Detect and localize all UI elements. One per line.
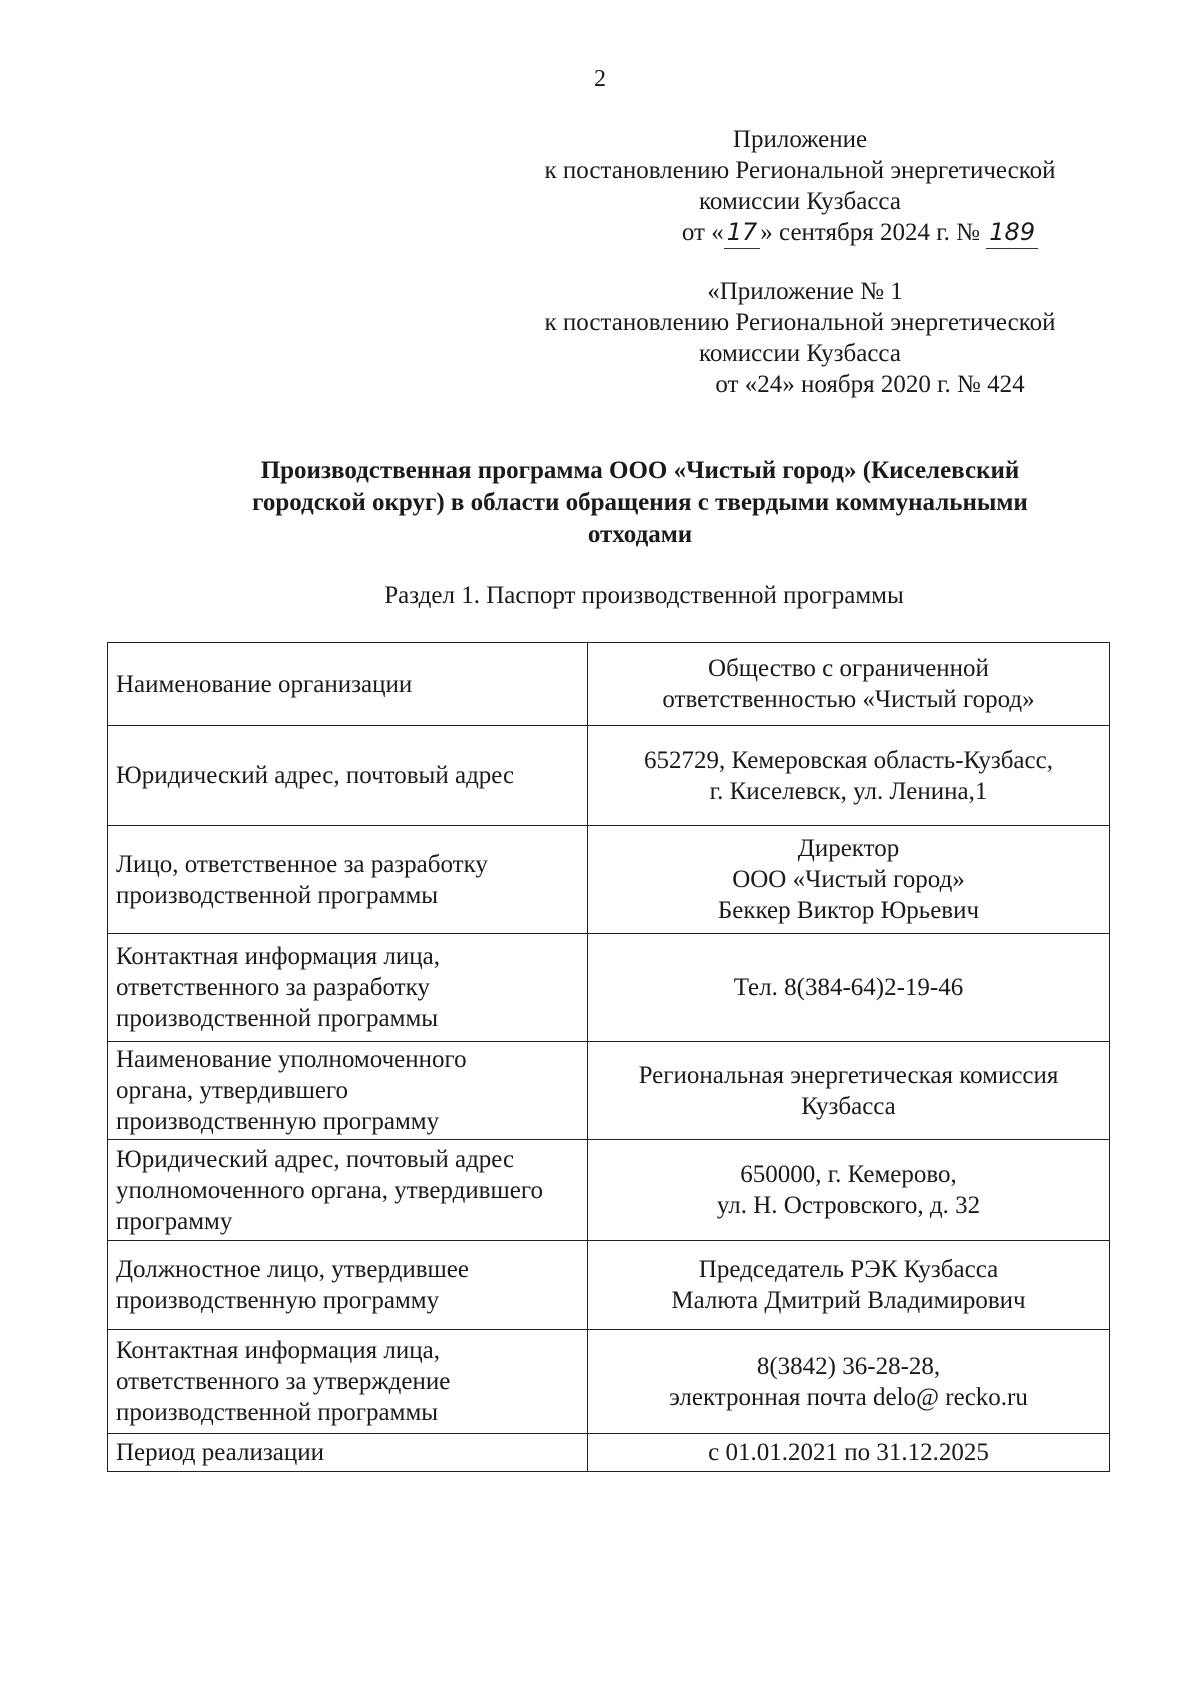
title-line: городской округ) в области обращения с твердыми коммунальными xyxy=(252,489,1028,516)
date-prefix: от « xyxy=(681,219,724,246)
row-value: Тел. 8(384-64)2-19-46 xyxy=(588,934,1110,1042)
approval-line: комиссии Кузбасса xyxy=(699,188,901,215)
row-label: Период реализации xyxy=(108,1434,588,1472)
approval-line: комиссии Кузбасса xyxy=(699,340,901,367)
approval-line: «Приложение № 1 xyxy=(707,278,903,305)
page-number: 2 xyxy=(594,66,606,92)
row-value: 8(3842) 36-28-28, электронная почта delo@ recko.ru xyxy=(588,1330,1110,1434)
title-line: отходами xyxy=(587,521,693,548)
title-line: Производственная программа ООО «Чистый город» (Киселевский xyxy=(260,457,1020,484)
row-label: Юридический адрес, почтовый адрес xyxy=(108,726,588,826)
approval-line: к постановлению Региональной энергетической xyxy=(544,157,1056,184)
table-row xyxy=(108,726,1110,826)
row-value: Председатель РЭК Кузбасса Малюта Дмитрий Владимирович xyxy=(588,1241,1110,1330)
row-label: Контактная информация лица, ответственного за разработку производственной программы xyxy=(108,934,588,1042)
handwritten-day: 17 xyxy=(724,217,761,249)
table-row xyxy=(108,1241,1110,1330)
approval-block-current xyxy=(490,124,1110,249)
approval-date-line xyxy=(490,217,1110,249)
approval-line: к постановлению Региональной энергетической xyxy=(544,309,1056,336)
table-row xyxy=(108,934,1110,1042)
row-value: 650000, г. Кемерово, ул. Н. Островского, д. 32 xyxy=(588,1140,1110,1241)
row-label: Наименование организации xyxy=(108,643,588,726)
row-value: Директор ООО «Чистый город» Беккер Виктор Юрьевич xyxy=(588,826,1110,934)
document-title xyxy=(190,455,1090,551)
table-row xyxy=(108,1330,1110,1434)
handwritten-number: 189 xyxy=(986,217,1038,249)
approval-line: от «24» ноября 2020 г. № 424 xyxy=(715,371,1025,398)
section-heading: Раздел 1. Паспорт производственной программы xyxy=(384,582,904,609)
row-label: Наименование уполномоченного органа, утвердившего производственную программу xyxy=(108,1042,588,1140)
row-label: Контактная информация лица, ответственного за утверждение производственной программы xyxy=(108,1330,588,1434)
row-value: Общество с ограниченной ответственностью «Чистый город» xyxy=(588,643,1110,726)
date-middle: » сентября 2024 г. № xyxy=(760,219,981,246)
row-label: Лицо, ответственное за разработку производственной программы xyxy=(108,826,588,934)
row-value: с 01.01.2021 по 31.12.2025 xyxy=(588,1434,1110,1472)
table-row xyxy=(108,643,1110,726)
row-label: Юридический адрес, почтовый адрес уполномоченного органа, утвердившего программу xyxy=(108,1140,588,1241)
row-value: 652729, Кемеровская область-Кузбасс, г. Киселевск, ул. Ленина,1 xyxy=(588,726,1110,826)
table-row xyxy=(108,1434,1110,1472)
row-value: Региональная энергетическая комиссия Кузбасса xyxy=(588,1042,1110,1140)
table-row xyxy=(108,1140,1110,1241)
approval-block-original xyxy=(490,276,1110,400)
table-row xyxy=(108,826,1110,934)
approval-line: Приложение xyxy=(732,126,868,153)
table-row xyxy=(108,1042,1110,1140)
passport-table xyxy=(107,642,1110,1472)
row-label: Должностное лицо, утвердившее производственную программу xyxy=(108,1241,588,1330)
